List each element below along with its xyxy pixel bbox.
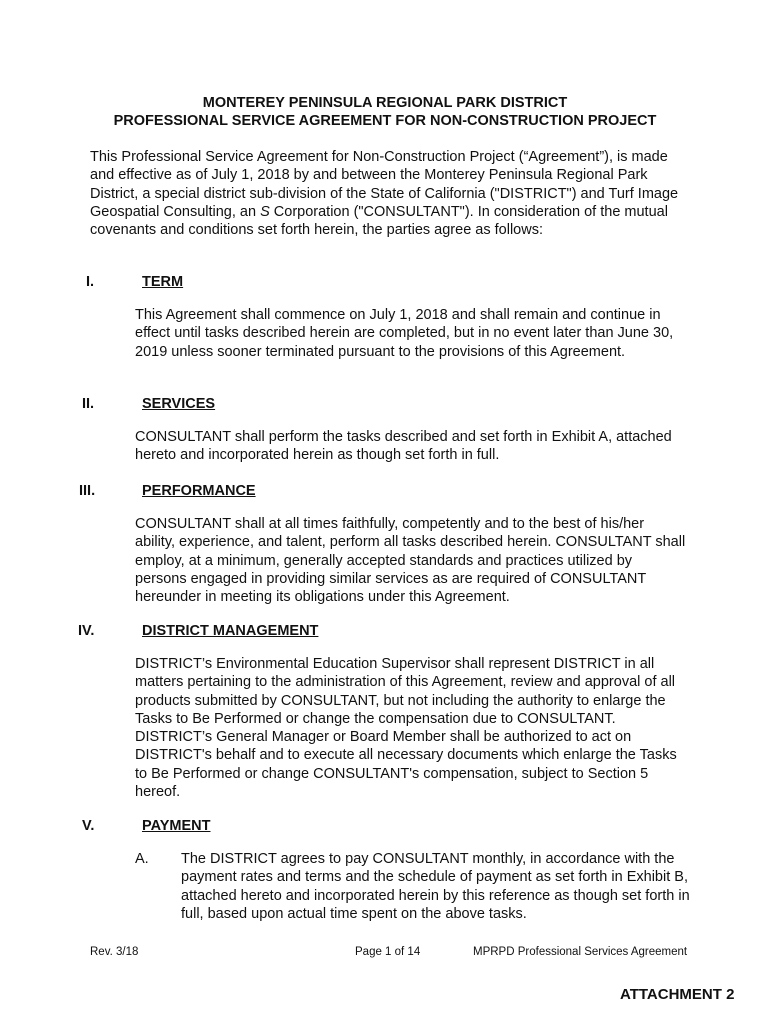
- section-number-2: II.: [82, 396, 95, 412]
- section-number-4: IV.: [78, 623, 95, 639]
- attachment-label: ATTACHMENT 2: [620, 986, 735, 1003]
- section-number-5: V.: [82, 818, 95, 834]
- section-heading-services: SERVICES: [142, 396, 216, 412]
- section-body-services: CONSULTANT shall perform the tasks described and set forth in Exhibit A, attached hereto and incorporated herein as though set forth in full.: [135, 429, 672, 464]
- intro-text-part-2: Corporation ("CONSULTANT"). In consideration of the mutual covenants and conditions set forth herein, the parties agree as follows:: [90, 203, 668, 239]
- document-title-line-1: MONTEREY PENINSULA REGIONAL PARK DISTRICT: [202, 95, 568, 111]
- payment-item-marker: A.: [135, 851, 149, 867]
- payment-item-text: The DISTRICT agrees to pay CONSULTANT monthly, in accordance with the payment rates and terms and the schedule of payment as set forth in Exhibit B, attached hereto and incorporated herein by this reference as though set forth in full, based upon actual time spent on the above tasks.: [181, 851, 690, 922]
- intro-paragraph: [90, 148, 690, 239]
- document-title-line-2: PROFESSIONAL SERVICE AGREEMENT FOR NON-CONSTRUCTION PROJECT: [113, 113, 657, 129]
- section-heading-payment: PAYMENT: [142, 818, 211, 834]
- section-body-performance: CONSULTANT shall at all times faithfully, competently and to the best of his/her ability, experience, and talent, perform all tasks described herein. CONSULTANT shall employ, at a minimum, generally accepted standards and practices utilized by persons engaged in providing similar services as are required of CONSULTANT hereunder in meeting its obligations under this Agreement.: [135, 516, 686, 606]
- footer-page-number: Page 1 of 14: [355, 946, 421, 958]
- footer-document-title: MPRPD Professional Services Agreement: [473, 946, 688, 958]
- footer-revision: Rev. 3/18: [90, 946, 139, 958]
- section-number-3: III.: [79, 483, 96, 499]
- intro-text-part-1: This Professional Service Agreement for Non-Construction Project (“Agreement”), is made and effective as of July 1, 2018 by and between the Monterey Peninsula Regional Park District, a special district sub-division of the State of California ("DISTRICT") and Turf Image Geospatial Consulting, an: [90, 149, 679, 220]
- section-heading-performance: PERFORMANCE: [142, 483, 256, 499]
- section-body-term: This Agreement shall commence on July 1, 2018 and shall remain and continue in effect until tasks described herein are completed, but in no event later than June 30, 2019 unless sooner terminated pursuant to the provisions of this Agreement.: [135, 307, 674, 360]
- section-body-district-management: DISTRICT’s Environmental Education Supervisor shall represent DISTRICT in all matters pertaining to the administration of this Agreement, review and approval of all products submitted by CONSULTANT, but not including the authority to enlarge the Tasks to Be Performed or change the compensation due to CONSULTANT. DISTRICT’s General Manager or Board Member shall be authorized to act on DISTRICT's behalf and to execute all necessary documents which enlarge the Tasks to Be Performed or change CONSULTANT's compensation, subject to Section 5 hereof.: [135, 656, 677, 801]
- section-heading-term: TERM: [142, 274, 184, 290]
- intro-italic-s: S: [260, 203, 270, 220]
- section-number-1: I.: [86, 274, 95, 290]
- section-heading-district-management: DISTRICT MANAGEMENT: [142, 623, 319, 639]
